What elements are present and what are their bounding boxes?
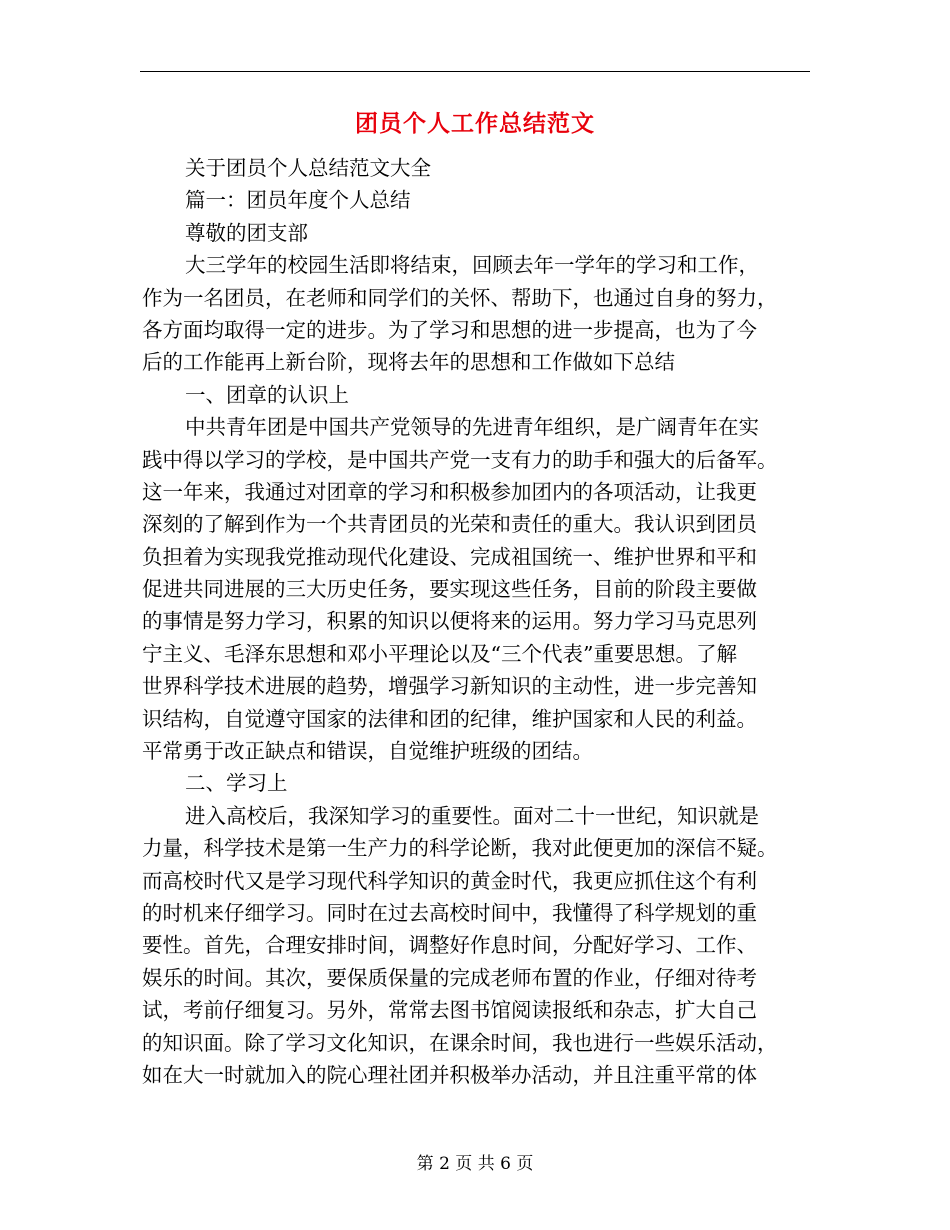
body-line: 而高校时代又是学习现代科学知识的黄金时代，我更应抓住这个有利: [142, 868, 757, 893]
body-line: 作为一名团员，在老师和同学们的关怀、帮助下，也通过自身的努力，: [142, 285, 778, 310]
body-line: 的知识面。除了学习文化知识，在课余时间，我也进行一些娱乐活动，: [142, 1030, 778, 1055]
body-line: 如在大一时就加入的院心理社团并积极举办活动，并且注重平常的体: [142, 1062, 757, 1087]
body-line: 平常勇于改正缺点和错误，自觉维护班级的团结。: [142, 739, 593, 764]
body-line: 世界科学技术进展的趋势，增强学习新知识的主动性，进一步完善知: [142, 674, 757, 699]
body-line: 的时机来仔细学习。同时在过去高校时间中，我懂得了科学规划的重: [142, 900, 757, 925]
body-line: 的事情是努力学习，积累的知识以便将来的运用。努力学习马克思列: [142, 609, 757, 634]
body-line: 各方面均取得一定的进步。为了学习和思想的进一步提高，也为了今: [142, 317, 757, 342]
section-heading: 二、学习上: [185, 771, 288, 796]
body-line: 尊敬的团支部: [185, 220, 308, 245]
section-heading: 一、团章的认识上: [185, 382, 349, 407]
body-line: 中共青年团是中国共产党领导的先进青年组织，是广阔青年在实: [185, 415, 759, 440]
body-line: 识结构，自觉遵守国家的法律和团的纪律，维护国家和人民的利益。: [142, 706, 757, 731]
body-line: 娱乐的时间。其次，要保质保量的完成老师布置的作业，仔细对待考: [142, 965, 757, 990]
header-rule: [140, 71, 810, 72]
body-line: 试，考前仔细复习。另外，常常去图书馆阅读报纸和杂志，扩大自己: [142, 998, 757, 1023]
document-title: 团员个人工作总结范文: [355, 111, 595, 137]
body-line: 负担着为实现我党推动现代化建设、完成祖国统一、维护世界和平和: [142, 544, 757, 569]
body-line: 后的工作能再上新台阶，现将去年的思想和工作做如下总结: [142, 350, 675, 375]
body-line: 要性。首先，合理安排时间，调整好作息时间，分配好学习、工作、: [142, 933, 757, 958]
body-line: 践中得以学习的学校，是中国共产党一支有力的助手和强大的后备军。: [142, 447, 778, 472]
body-line: 宁主义、毛泽东思想和邓小平理论以及“三个代表”重要思想。了解: [142, 641, 737, 666]
page-number: 第 2 页 共 6 页: [416, 1154, 534, 1174]
body-line: 篇一：团员年度个人总结: [185, 188, 411, 213]
body-line: 这一年来，我通过对团章的学习和积极参加团内的各项活动，让我更: [142, 479, 757, 504]
body-line: 深刻的了解到作为一个共青团员的光荣和责任的重大。我认识到团员: [142, 512, 757, 537]
body-line: 关于团员个人总结范文大全: [185, 156, 431, 180]
body-line: 大三学年的校园生活即将结束，回顾去年一学年的学习和工作，: [185, 253, 759, 278]
body-line: 力量，科学技术是第一生产力的科学论断，我对此便更加的深信不疑。: [142, 836, 778, 861]
body-line: 促进共同进展的三大历史任务，要实现这些任务，目前的阶段主要做: [142, 577, 757, 602]
body-line: 进入高校后，我深知学习的重要性。面对二十一世纪，知识就是: [185, 803, 759, 828]
document-body: [142, 152, 810, 1091]
